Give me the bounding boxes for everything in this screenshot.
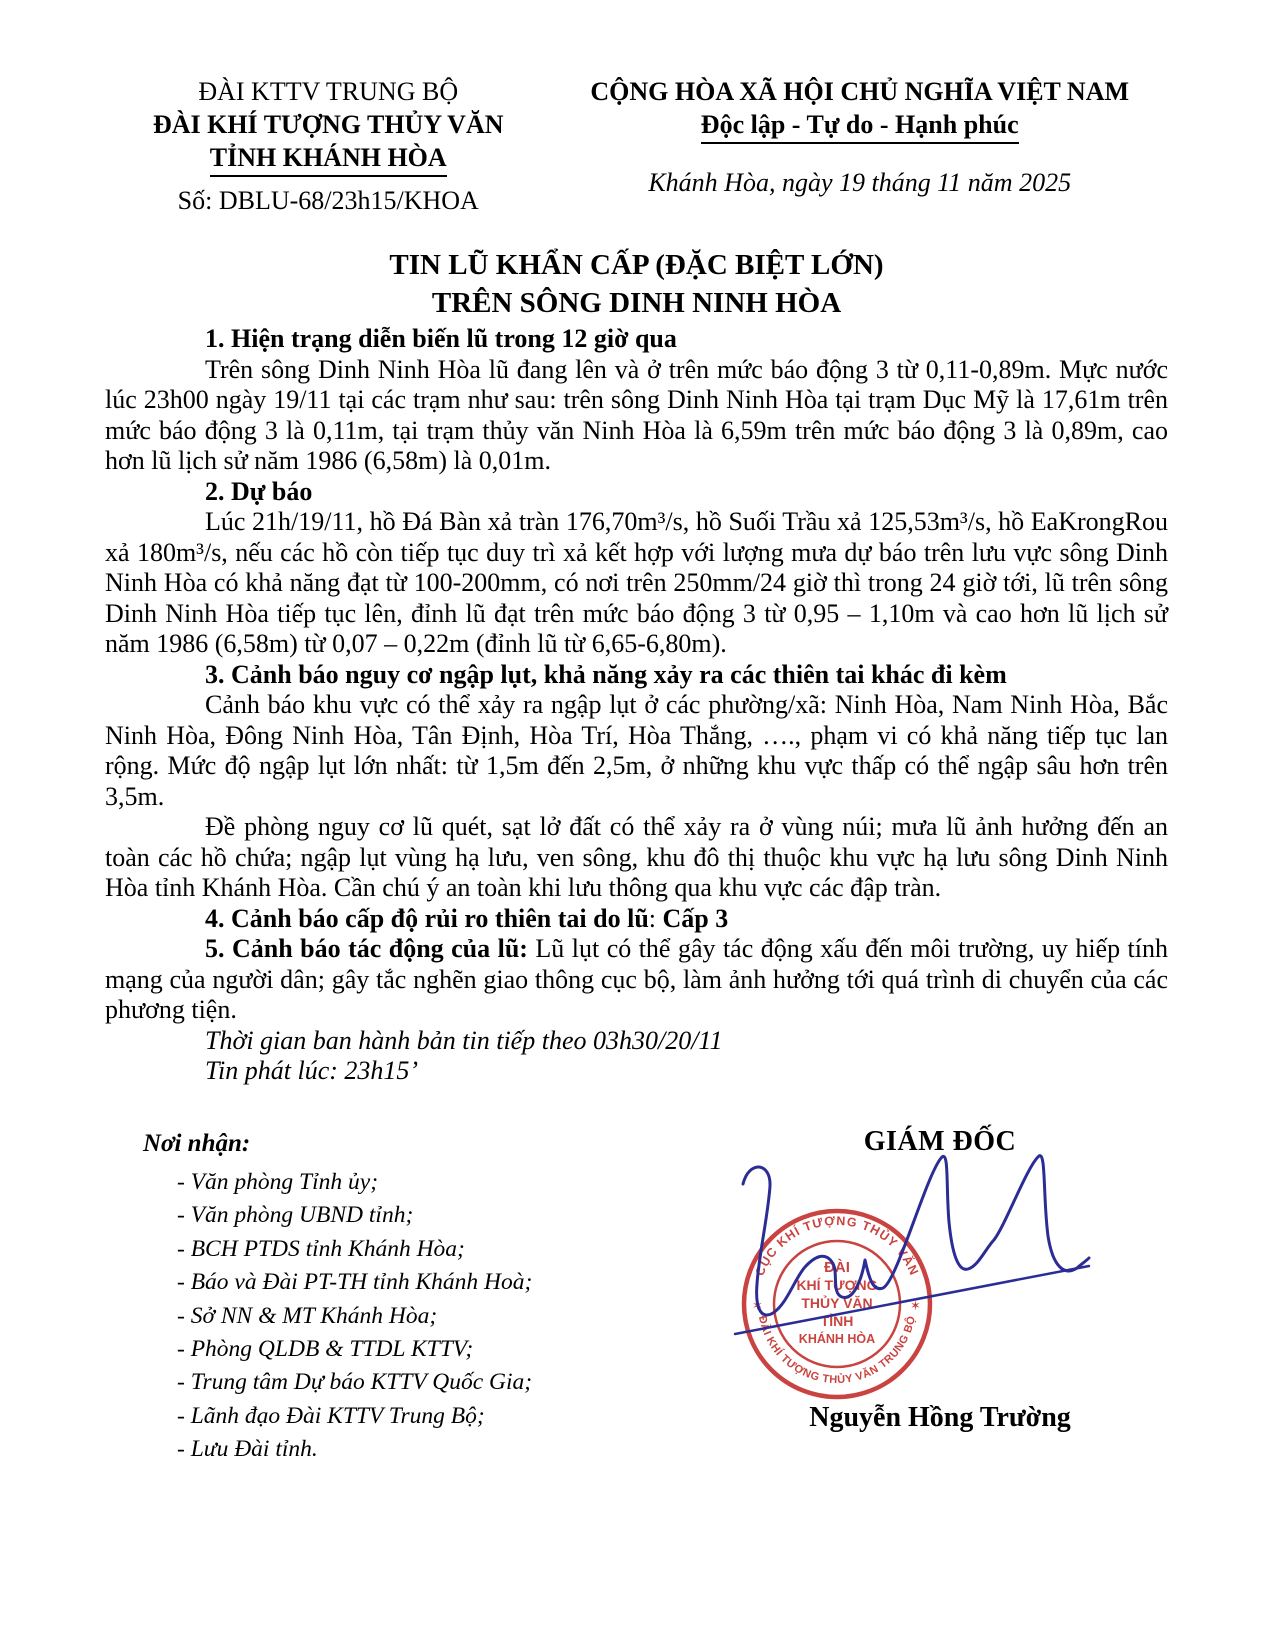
stamp-star-left-icon: ✶ bbox=[752, 1298, 763, 1313]
signature-section bbox=[105, 1122, 1168, 1647]
recipient-item: - Sở NN & MT Khánh Hòa; bbox=[177, 1302, 438, 1329]
place-dateline: Khánh Hòa, ngày 19 tháng 11 năm 2025 bbox=[648, 168, 1072, 197]
section3-paragraph2: Đề phòng nguy cơ lũ quét, sạt lở đất có thể xảy ra ở vùng núi; mưa lũ ảnh hưởng đến an toàn các hồ chứa; ngập lụt vùng hạ lưu, ven sông, khu đô thị thuộc khu vực hạ lưu sông Dinh Ninh Hòa tỉnh Khánh Hòa. Cần chú ý an toàn khi lưu thông qua khu vực các đập tràn. bbox=[105, 812, 1168, 902]
recipient-item: - Trung tâm Dự báo KTTV Quốc Gia; bbox=[177, 1369, 533, 1396]
recipient-item: - BCH PTDS tỉnh Khánh Hòa; bbox=[177, 1235, 465, 1262]
signature-stroke-underline bbox=[735, 1266, 1089, 1334]
section4-separator: : bbox=[648, 903, 663, 933]
section3-paragraph1: Cảnh báo khu vực có thể xảy ra ngập lụt ở các phường/xã: Ninh Hòa, Nam Ninh Hòa, Bắc Ninh Hòa, Đông Ninh Hòa, Tân Định, Hòa Trí, Hòa Thắng, …., phạm vi có khả năng tiếp tục lan rộng. Mức độ ngập lụt lớn nhất: từ 1,5m đến 2,5m, ở những khu vực thấp có thể ngập sâu hơn trên 3,5m. bbox=[105, 690, 1168, 811]
document-number: Số: DBLU-68/23h15/KHOA bbox=[177, 186, 479, 215]
signature-stroke-main bbox=[743, 1156, 1089, 1315]
stamp-center-line3: THỦY VĂN bbox=[801, 1295, 873, 1311]
bulletin-title-line1: TIN LŨ KHẨN CẤP (ĐẶC BIỆT LỚN) bbox=[389, 249, 884, 281]
bulletin-title-line2: TRÊN SÔNG DINH NINH HÒA bbox=[431, 287, 842, 319]
agency-parent: ĐÀI KTTV TRUNG BỘ bbox=[198, 77, 459, 106]
bulletin-body bbox=[105, 324, 1168, 1087]
recipients-list bbox=[177, 1166, 532, 1467]
recipient-item: - Lãnh đạo Đài KTTV Trung Bộ; bbox=[177, 1402, 485, 1429]
section1-paragraph: Trên sông Dinh Ninh Hòa lũ đang lên và ở trên mức báo động 3 từ 0,11-0,89m. Mực nước lúc 23h00 ngày 19/11 tại các trạm như sau: trên sông Dinh Ninh Hòa tại trạm Dục Mỹ là 17,61m trên mức báo động 3 là 0,11m, tại trạm thủy văn Ninh Hòa là 6,59m trên mức báo động 3 là 0,89m, cao hơn lũ lịch sử năm 1986 (6,58m) là 0,01m. bbox=[105, 354, 1168, 475]
agency-name: ĐÀI KHÍ TƯỢNG THỦY VĂN bbox=[152, 110, 504, 139]
section5-paragraph: Lũ lụt có thể gây tác động xấu đến môi trường, uy hiếp tính mạng của người dân; gây tắc nghẽn giao thông cục bộ, làm ảnh hưởng tới quá trình di chuyển của các phương tiện. bbox=[105, 934, 1168, 1024]
recipient-item: - Văn phòng Tỉnh ủy; bbox=[177, 1169, 379, 1195]
section4-line bbox=[105, 904, 1168, 935]
section1-heading: 1. Hiện trạng diễn biến lũ trong 12 giờ qua bbox=[205, 324, 677, 353]
stamp-ring-text-bottom: ĐÀI KHÍ TƯỢNG THỦY VĂN TRUNG BỘ bbox=[755, 1314, 919, 1387]
recipient-item: - Văn phòng UBND tỉnh; bbox=[177, 1202, 414, 1229]
stamp-center-line2: KHÍ TƯỢNG bbox=[796, 1277, 878, 1293]
handwritten-signature-icon bbox=[721, 1150, 1093, 1350]
recipient-item: - Phòng QLDB & TTDL KTTV; bbox=[177, 1336, 474, 1363]
section4-heading: 4. Cảnh báo cấp độ rủi ro thiên tai do lũ bbox=[205, 903, 649, 933]
signer-name: Nguyễn Hồng Trường bbox=[809, 1402, 1071, 1433]
recipients-label: Nơi nhận: bbox=[143, 1130, 251, 1157]
national-motto: Độc lập - Tự do - Hạnh phúc bbox=[551, 108, 1168, 144]
section5-line bbox=[105, 934, 1168, 1026]
stamp-center-line1: ĐÀI bbox=[824, 1259, 850, 1276]
stamp-ring-text-top: CỤC KHÍ TƯỢNG THỦY VĂN bbox=[752, 1213, 922, 1278]
issuing-agency-block bbox=[105, 75, 551, 216]
section3-heading: 3. Cảnh báo nguy cơ ngập lụt, khả năng xảy ra các thiên tai khác đi kèm bbox=[205, 659, 1007, 689]
recipient-item: - Báo và Đài PT-TH tỉnh Khánh Hoà; bbox=[177, 1269, 533, 1296]
stamp-center-line5: KHÁNH HÒA bbox=[798, 1332, 876, 1346]
stamp-center-line4: TỈNH bbox=[820, 1313, 854, 1329]
country-title: CỘNG HÒA XÃ HỘI CHỦ NGHĨA VIỆT NAM bbox=[590, 77, 1130, 106]
agency-province: TỈNH KHÁNH HÒA bbox=[105, 141, 551, 177]
section5-heading: 5. Cảnh báo tác động của lũ: bbox=[205, 934, 528, 963]
recipient-item: - Lưu Đài tỉnh. bbox=[177, 1436, 318, 1463]
stamp-star-right-icon: ✶ bbox=[910, 1298, 921, 1313]
bulletin-title bbox=[105, 246, 1168, 322]
document-content bbox=[105, 75, 1168, 1087]
national-header-block bbox=[551, 75, 1168, 216]
next-bulletin-time: Thời gian ban hành bản tin tiếp theo 03h30/20/11 bbox=[205, 1025, 723, 1055]
signer-title: GIÁM ĐỐC bbox=[863, 1126, 1017, 1157]
section2-paragraph: Lúc 21h/19/11, hồ Đá Bàn xả tràn 176,70m³/s, hồ Suối Trầu xả 125,53m³/s, hồ EaKrongRou xả 180m³/s, nếu các hồ còn tiếp tục duy trì xả kết hợp với lượng mưa dự báo trên lưu vực sông Dinh Ninh Hòa có khả năng đạt từ 100-200mm, có nơi trên 250mm/24 giờ thì trong 24 giờ tới, lũ trên sông Dinh Ninh Hòa tiếp tục lên, đỉnh lũ đạt trên mức báo động 3 từ 0,95 – 1,10m và cao hơn lũ lịch sử năm 1986 (6,58m) từ 0,07 – 0,22m (đỉnh lũ từ 6,65-6,80m). bbox=[105, 507, 1168, 658]
issued-time: Tin phát lúc: 23h15’ bbox=[205, 1056, 419, 1085]
section2-heading: 2. Dự báo bbox=[205, 476, 313, 506]
document-header bbox=[105, 75, 1168, 216]
section4-value: Cấp 3 bbox=[662, 903, 729, 933]
